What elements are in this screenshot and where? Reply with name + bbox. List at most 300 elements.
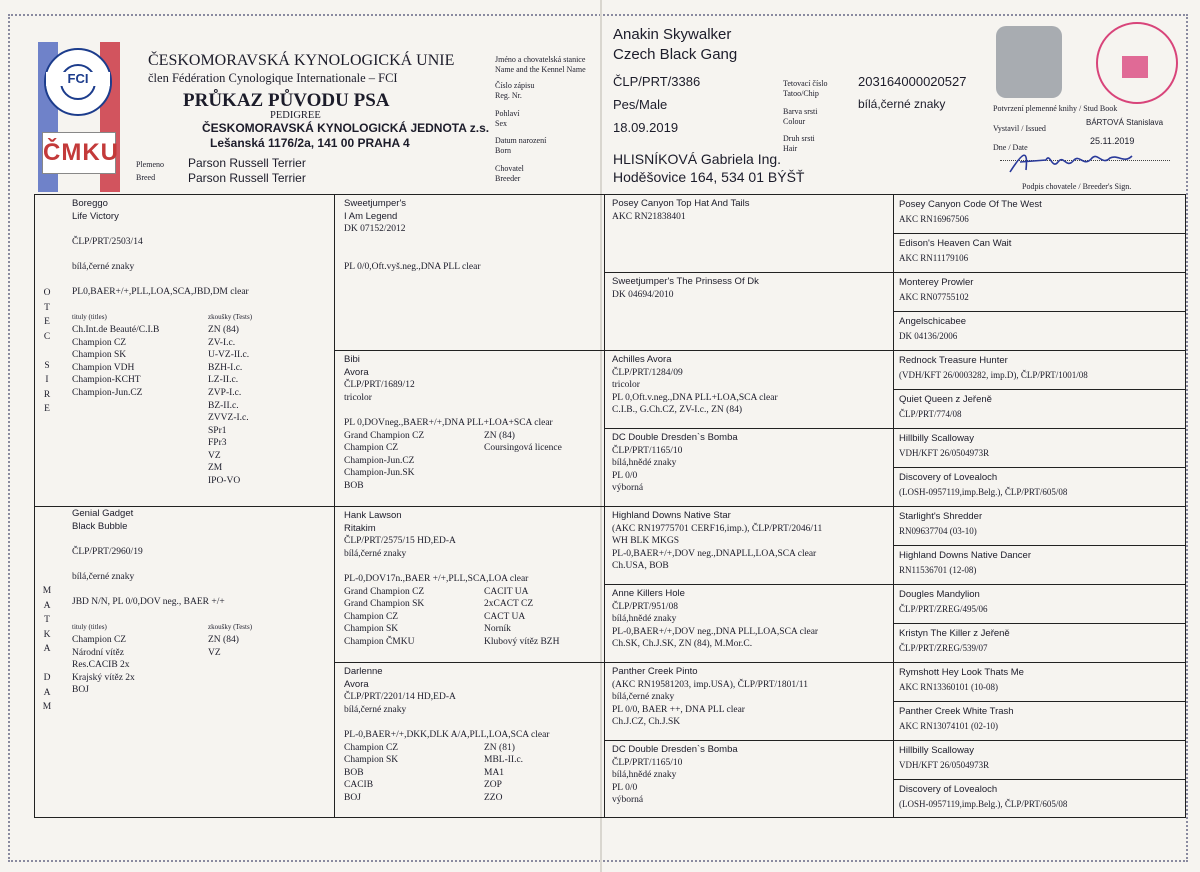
breed-cz: Parson Russell Terrier bbox=[188, 156, 306, 170]
pedigree-text: VDH/KFT 26/0504973R bbox=[899, 760, 990, 770]
grid-hline bbox=[893, 779, 1186, 780]
pedigree-text: Monterey Prowler bbox=[899, 277, 974, 288]
breeder-name: HLISNÍKOVÁ Gabriela Ing. bbox=[613, 151, 782, 167]
title-item: Ch.Int.de Beauté/C.I.B bbox=[72, 324, 160, 335]
pedigree-text: (AKC RN19775701 CERF16,imp.), ČLP/PRT/2046/11 bbox=[612, 523, 823, 534]
test-item: ZV-I.c. bbox=[208, 337, 236, 348]
title-item bbox=[72, 425, 208, 438]
pedigree-text: PL 0/0, BAER ++, DNA PLL clear bbox=[612, 704, 745, 715]
pedigree-text: ČLP/PRT/2503/14 bbox=[72, 236, 143, 247]
pedigree-text: Highland Downs Native Dancer bbox=[899, 550, 1032, 561]
dog-chip: 203164000020527 bbox=[858, 74, 967, 89]
pedigree-text: I Am Legend bbox=[344, 210, 398, 222]
side-letter: T bbox=[44, 302, 50, 313]
pedigree-text: bílá,černé znaky bbox=[612, 692, 675, 703]
pedigree-text bbox=[72, 584, 328, 597]
title-row bbox=[72, 324, 328, 337]
stamp-icon bbox=[1096, 22, 1178, 104]
great-grandparent-cell bbox=[612, 198, 889, 223]
gg-grandparent-cell bbox=[899, 744, 1182, 772]
pedigree-text: WH BLK MKGS bbox=[612, 536, 680, 547]
test-item: VZ bbox=[208, 450, 221, 461]
pedigree-text: PL 0,DOVneg.,BAER+/+,DNA PLL+LOA+SCA clear bbox=[344, 417, 553, 428]
title-row bbox=[72, 425, 328, 438]
side-letter: M bbox=[42, 702, 52, 712]
pedigree-text: PL-0,BAER+/+,DKK,DLK A/A,PLL,LOA,SCA clear bbox=[344, 729, 550, 740]
breed-en: Parson Russell Terrier bbox=[188, 171, 306, 185]
pedigree-text bbox=[344, 248, 598, 261]
title-row bbox=[344, 480, 598, 493]
test-item: CACT UA bbox=[484, 611, 526, 622]
pedigree-text: ČLP/PRT/1165/10 bbox=[612, 757, 683, 768]
pedigree-text: bílá,hnědé znaky bbox=[612, 770, 677, 781]
side-letter: C bbox=[43, 331, 51, 342]
pedigree-text: Ch.USA, BOB bbox=[612, 561, 669, 572]
title-item: Champion SK bbox=[344, 755, 399, 766]
title-item: Krajský vítěz 2x bbox=[72, 672, 135, 683]
side-letter: M bbox=[42, 586, 52, 596]
title-row bbox=[344, 611, 598, 624]
grid-hline bbox=[604, 740, 1186, 741]
pedigree-text: ČLP/PRT/1165/10 bbox=[612, 445, 683, 456]
title-row bbox=[344, 767, 598, 780]
pedigree-text: tricolor bbox=[612, 380, 640, 391]
grid-hline bbox=[893, 233, 1186, 234]
grid-hline bbox=[34, 506, 1186, 507]
pedigree-text bbox=[344, 560, 598, 573]
grid-hline bbox=[893, 389, 1186, 390]
pedigree-text: PL 0/0,Oft.vyš.neg.,DNA PLL clear bbox=[344, 261, 481, 272]
pedigree-text: Quiet Queen z Jeřeně bbox=[899, 394, 992, 405]
org-subtitle: člen Fédération Cynologique Internationale – FCI bbox=[148, 71, 398, 85]
gg-grandparent-cell bbox=[899, 549, 1182, 577]
doc-title: PRŮKAZ PŮVODU PSA bbox=[183, 90, 390, 111]
pedigree-text: (AKC RN19581203, imp.USA), ČLP/PRT/1801/11 bbox=[612, 679, 808, 690]
pedigree-text bbox=[72, 533, 328, 546]
title-item: Champion CZ bbox=[344, 443, 399, 454]
side-letter bbox=[40, 344, 54, 359]
pedigree-text: DC Double Dresden`s Bomba bbox=[612, 744, 738, 755]
title-row bbox=[72, 647, 328, 660]
name-label: Jméno a chovatelská stanice Name and the Kennel Name bbox=[495, 55, 586, 74]
club-address: Lešanská 1176/2a, 141 00 PRAHA 4 bbox=[210, 136, 410, 150]
grid-hline bbox=[334, 350, 1186, 351]
gg-grandparent-cell bbox=[899, 237, 1182, 265]
gg-grandparent-cell bbox=[899, 471, 1182, 499]
side-letter: O bbox=[43, 288, 51, 298]
pedigree-text: bílá,černé znaky bbox=[344, 548, 407, 559]
pedigree-text: ČLP/PRT/2960/19 bbox=[72, 546, 143, 557]
title-item: BOB bbox=[344, 480, 364, 491]
title-item: Champion CZ bbox=[344, 611, 399, 622]
pedigree-text bbox=[344, 404, 598, 417]
pedigree-text: Ritakim bbox=[344, 522, 376, 534]
pedigree-text: Rymshott Hey Look Thats Me bbox=[899, 667, 1024, 678]
pedigree-text: bílá,černé znaky bbox=[344, 704, 407, 715]
side-letter bbox=[40, 657, 54, 672]
title-item bbox=[72, 400, 208, 413]
pedigree-text: Starlight's Shredder bbox=[899, 511, 983, 522]
grandparent-cell bbox=[344, 510, 598, 649]
title-row bbox=[72, 412, 328, 425]
test-item: ZN (84) bbox=[484, 430, 515, 441]
pedigree-text: VDH/KFT 26/0504973R bbox=[899, 448, 990, 458]
pedigree-text: Hank Lawson bbox=[344, 510, 402, 521]
title-row bbox=[344, 455, 598, 468]
title-item: BOJ bbox=[344, 792, 361, 803]
side-letter: S bbox=[44, 360, 50, 371]
pedigree-text: JBD N/N, PL 0/0,DOV neg., BAER +/+ bbox=[72, 597, 225, 608]
pedigree-text: PL 0/0 bbox=[612, 470, 638, 481]
side-letter: E bbox=[44, 317, 50, 327]
breeder-label: Chovatel Breeder bbox=[495, 164, 524, 183]
title-row bbox=[72, 374, 328, 387]
title-item: Champion-Jun.SK bbox=[344, 468, 415, 479]
title-item bbox=[72, 475, 208, 488]
pedigree-text: PL 0/0 bbox=[612, 782, 638, 793]
title-row bbox=[344, 442, 598, 455]
pedigree-text: Boreggo bbox=[72, 198, 108, 209]
pedigree-text: RN09637704 (03-10) bbox=[899, 526, 977, 536]
pedigree-text: AKC RN13360101 (10-08) bbox=[899, 682, 998, 692]
side-letter: R bbox=[43, 389, 51, 400]
title-row bbox=[72, 450, 328, 463]
dog-colour: bílá,černé znaky bbox=[858, 97, 946, 111]
pedigree-text: ČLP/PRT/774/08 bbox=[899, 409, 962, 419]
title-item: Champion ČMKU bbox=[344, 636, 415, 647]
pedigree-text: Achilles Avora bbox=[612, 354, 672, 365]
pedigree-text: Panther Creek Pinto bbox=[612, 666, 698, 677]
grid-hline bbox=[893, 623, 1186, 624]
title-row bbox=[344, 636, 598, 649]
pedigree-text: Avora bbox=[344, 678, 369, 690]
test-item: ZOP bbox=[484, 780, 502, 791]
grandparent-cell bbox=[344, 198, 598, 274]
gg-grandparent-cell bbox=[899, 783, 1182, 811]
title-item: Grand Champion CZ bbox=[344, 586, 425, 597]
title-row bbox=[344, 792, 598, 805]
title-item: Champion VDH bbox=[72, 362, 135, 373]
pedigree-text: AKC RN16967506 bbox=[899, 214, 969, 224]
pedigree-text: C.I.B., G.Ch.CZ, ZV-I.c., ZN (84) bbox=[612, 405, 742, 416]
title-item: Champion-Jun.CZ bbox=[72, 387, 143, 398]
title-row bbox=[72, 462, 328, 475]
grid-hline bbox=[893, 311, 1186, 312]
title-item: BOJ bbox=[72, 685, 89, 696]
great-grandparent-cell bbox=[612, 666, 889, 729]
pedigree-text: AKC RN21838401 bbox=[612, 211, 686, 222]
pedigree-text: Sweetjumper's The Prinsess Of Dk bbox=[612, 276, 759, 287]
doc-subtitle: PEDIGREE bbox=[270, 110, 321, 121]
fci-logo-icon: FCI bbox=[44, 48, 112, 116]
pedigree-text: Kristyn The Killer z Jeřeně bbox=[899, 628, 1010, 639]
issue-date: 25.11.2019 bbox=[1090, 136, 1135, 146]
pedigree-text: Hillbilly Scalloway bbox=[899, 745, 974, 756]
dog-born: 18.09.2019 bbox=[613, 120, 679, 135]
test-item: Klubový vítěz BZH bbox=[484, 636, 560, 647]
dam-cell bbox=[72, 508, 328, 697]
title-item: CACIB bbox=[344, 780, 374, 791]
title-row bbox=[344, 467, 598, 480]
grid-hline bbox=[604, 272, 1186, 273]
gg-grandparent-cell bbox=[899, 510, 1182, 538]
sire-cell bbox=[72, 198, 328, 488]
test-item: U-VZ-II.c. bbox=[208, 350, 250, 361]
side-letter: A bbox=[43, 687, 51, 698]
pedigree-text: bílá,černé znaky bbox=[72, 261, 135, 272]
pedigree-text bbox=[72, 248, 328, 261]
test-item: ZVVZ-I.c. bbox=[208, 413, 249, 424]
title-row bbox=[72, 387, 328, 400]
reg-label: Číslo zápisu Reg. Nr. bbox=[495, 81, 535, 100]
pedigree-text: Ch.SK, Ch.J.SK, ZN (84), M.Mor.C. bbox=[612, 639, 753, 650]
title-row bbox=[72, 362, 328, 375]
test-item: MA1 bbox=[484, 767, 505, 778]
title-item bbox=[72, 462, 208, 475]
title-row bbox=[344, 586, 598, 599]
gg-grandparent-cell bbox=[899, 198, 1182, 226]
pedigree-text: Dougles Mandylion bbox=[899, 589, 980, 600]
hologram-seal-icon bbox=[996, 26, 1062, 98]
title-row bbox=[72, 437, 328, 450]
gg-grandparent-cell bbox=[899, 315, 1182, 343]
pedigree-text bbox=[72, 274, 328, 287]
great-grandparent-cell bbox=[612, 432, 889, 495]
title-item: Res.CACIB 2x bbox=[72, 660, 130, 671]
born-label: Datum narození Born bbox=[495, 136, 547, 155]
grid-hline bbox=[893, 545, 1186, 546]
pedigree-text: DK 04136/2006 bbox=[899, 331, 958, 341]
hair-label: Druh srsti Hair bbox=[783, 134, 815, 153]
tests-header-label: zkoušky (Tests) bbox=[208, 313, 253, 322]
test-item: ZN (84) bbox=[208, 634, 239, 645]
title-item: Champion-KCHT bbox=[72, 375, 141, 386]
org-title: ČESKOMORAVSKÁ KYNOLOGICKÁ UNIE bbox=[148, 52, 455, 69]
title-row bbox=[72, 659, 328, 672]
pedigree-text bbox=[344, 236, 598, 249]
test-item: VZ bbox=[208, 647, 221, 658]
pedigree-text: Life Victory bbox=[72, 210, 119, 222]
title-row bbox=[72, 672, 328, 685]
test-item: BZH-I.c. bbox=[208, 362, 243, 373]
breeder-signature-icon bbox=[1006, 144, 1156, 180]
test-item: Coursingová licence bbox=[484, 443, 562, 454]
dog-reg: ČLP/PRT/3386 bbox=[613, 74, 701, 89]
pedigree-text: PL0,BAER+/+,PLL,LOA,SCA,JBD,DM clear bbox=[72, 287, 249, 298]
pedigree-text: ČLP/PRT/ZREG/539/07 bbox=[899, 643, 988, 653]
pedigree-text: Darlenne bbox=[344, 666, 383, 677]
pedigree-text: ČLP/PRT/ZREG/495/06 bbox=[899, 604, 988, 614]
gg-grandparent-cell bbox=[899, 432, 1182, 460]
tests-header-label: zkoušky (Tests) bbox=[208, 623, 253, 632]
titles-header bbox=[72, 621, 328, 634]
title-item bbox=[72, 412, 208, 425]
studbook-label: Potvrzení plemenné knihy / Stud Book bbox=[993, 104, 1118, 113]
title-item: Grand Champion SK bbox=[344, 599, 425, 610]
cmku-logo-icon: ČMKU bbox=[42, 132, 116, 174]
pedigree-text: ČLP/PRT/951/08 bbox=[612, 601, 678, 612]
test-item: 2xCACT CZ bbox=[484, 599, 534, 610]
title-item: Champion CZ bbox=[72, 337, 127, 348]
pedigree-text: (LOSH-0957119,imp.Belg.), ČLP/PRT/605/08 bbox=[899, 487, 1068, 497]
pedigree-text bbox=[344, 716, 598, 729]
test-item: FPr3 bbox=[208, 438, 227, 449]
title-item: Champion SK bbox=[72, 350, 127, 361]
gg-grandparent-cell bbox=[899, 705, 1182, 733]
pedigree-text: PL 0,Oft.v.neg.,DNA PLL+LOA,SCA clear bbox=[612, 392, 778, 403]
pedigree-text: AKC RN13074101 (02-10) bbox=[899, 721, 998, 731]
title-row bbox=[344, 623, 598, 636]
pedigree-text: AKC RN11179106 bbox=[899, 253, 969, 263]
pedigree-text: Rednock Treasure Hunter bbox=[899, 355, 1008, 366]
pedigree-text: DK 07152/2012 bbox=[344, 224, 406, 235]
title-row bbox=[72, 475, 328, 488]
title-item: Champion SK bbox=[344, 624, 399, 635]
great-grandparent-cell bbox=[612, 744, 889, 807]
title-row bbox=[72, 349, 328, 362]
pedigree-text: PL-0,BAER+/+,DOV neg.,DNA PLL,LOA,SCA clear bbox=[612, 626, 819, 637]
test-item: ZZO bbox=[484, 792, 503, 803]
title-item: Champion-Jun.CZ bbox=[344, 455, 415, 466]
title-item: Národní vítěz bbox=[72, 647, 124, 658]
dog-name: Anakin Skywalker bbox=[613, 26, 732, 43]
pedigree-text: (VDH/KFT 26/0003282, imp.D), ČLP/PRT/1001/08 bbox=[899, 370, 1088, 380]
pedigree-text: Discovery of Lovealoch bbox=[899, 472, 998, 483]
great-grandparent-cell bbox=[612, 276, 889, 301]
pedigree-text bbox=[72, 558, 328, 571]
title-item bbox=[72, 450, 208, 463]
grid-hline bbox=[893, 467, 1186, 468]
title-row bbox=[72, 684, 328, 697]
pedigree-text: Posey Canyon Top Hat And Tails bbox=[612, 198, 750, 209]
side-letter: D bbox=[43, 673, 51, 683]
gg-grandparent-cell bbox=[899, 588, 1182, 616]
test-item: Norník bbox=[484, 624, 511, 635]
title-item: BOB bbox=[344, 767, 364, 778]
pedigree-text: Angelschicabee bbox=[899, 316, 967, 327]
pedigree-text: DK 04694/2010 bbox=[612, 289, 674, 300]
pedigree-text bbox=[72, 299, 328, 312]
test-item: MBL-II.c. bbox=[484, 755, 524, 766]
pedigree-text: tricolor bbox=[344, 392, 372, 403]
great-grandparent-cell bbox=[612, 354, 889, 417]
title-item: Champion CZ bbox=[72, 634, 127, 645]
pedigree-text: bílá,hnědé znaky bbox=[612, 458, 677, 469]
test-item: LZ-II.c. bbox=[208, 375, 239, 386]
date-label: Dne / Date bbox=[993, 143, 1028, 152]
breeder-address: Hoděšovice 164, 534 01 BÝŠŤ bbox=[613, 169, 805, 185]
title-item: Grand Champion CZ bbox=[344, 430, 425, 441]
pedigree-text: Genial Gadget bbox=[72, 508, 134, 519]
test-item: IPO-VO bbox=[208, 476, 241, 487]
test-item: ZVP-I.c. bbox=[208, 387, 242, 398]
test-item: CACIT UA bbox=[484, 586, 529, 597]
pedigree-text: Discovery of Lovealoch bbox=[899, 784, 998, 795]
grandparent-cell bbox=[344, 354, 598, 493]
test-item: SPr1 bbox=[208, 425, 227, 436]
great-grandparent-cell bbox=[612, 588, 889, 651]
test-item: ZN (81) bbox=[484, 742, 515, 753]
grid-hline bbox=[604, 428, 1186, 429]
sex-label: Pohlaví Sex bbox=[495, 109, 520, 128]
title-row bbox=[344, 754, 598, 767]
chip-label: Tetovací číslo Tatoo/Chip bbox=[783, 79, 828, 98]
title-row bbox=[344, 598, 598, 611]
pedigree-text: Edison's Heaven Can Wait bbox=[899, 238, 1012, 249]
breed-label-cz: Plemeno bbox=[136, 160, 164, 169]
great-grandparent-cell bbox=[612, 510, 889, 573]
pedigree-text: ČLP/PRT/2201/14 HD,ED-A bbox=[344, 692, 456, 703]
dog-sex: Pes/Male bbox=[613, 97, 668, 112]
gg-grandparent-cell bbox=[899, 666, 1182, 694]
pedigree-text: Avora bbox=[344, 366, 369, 378]
pedigree-text: výborná bbox=[612, 483, 644, 494]
gg-grandparent-cell bbox=[899, 354, 1182, 382]
title-row bbox=[344, 742, 598, 755]
pedigree-text: Bibi bbox=[344, 354, 360, 365]
pedigree-text: Black Bubble bbox=[72, 520, 128, 532]
titles-header bbox=[72, 311, 328, 324]
pedigree-text: Highland Downs Native Star bbox=[612, 510, 731, 521]
pedigree-text: Ch.J.CZ, Ch.J.SK bbox=[612, 717, 681, 728]
gg-grandparent-cell bbox=[899, 627, 1182, 655]
pedigree-text bbox=[72, 223, 328, 236]
pedigree-text: (LOSH-0957119,imp.Belg.), ČLP/PRT/605/08 bbox=[899, 799, 1068, 809]
title-row bbox=[72, 337, 328, 350]
title-row bbox=[344, 779, 598, 792]
grid-hline bbox=[334, 662, 1186, 663]
pedigree-text bbox=[72, 609, 328, 622]
breed-label-en: Breed bbox=[136, 173, 156, 182]
grandparent-cell bbox=[344, 666, 598, 805]
colour-label: Barva srsti Colour bbox=[783, 107, 818, 126]
pedigree-text: ČLP/PRT/1284/09 bbox=[612, 367, 683, 378]
pedigree-text: ČLP/PRT/1689/12 bbox=[344, 380, 415, 391]
grid-hline bbox=[604, 584, 1186, 585]
pedigree-text: bílá,černé znaky bbox=[72, 571, 135, 582]
dog-kennel: Czech Black Gang bbox=[613, 46, 738, 63]
pedigree-text: RN11536701 (12-08) bbox=[899, 565, 977, 575]
title-row bbox=[72, 634, 328, 647]
title-row bbox=[72, 400, 328, 413]
pedigree-text: AKC RN07755102 bbox=[899, 292, 969, 302]
title-item: Champion CZ bbox=[344, 742, 399, 753]
pedigree-text: výborná bbox=[612, 795, 644, 806]
pedigree-text: bílá,hnědé znaky bbox=[612, 614, 677, 625]
issued-label: Vystavil / Issued bbox=[993, 124, 1046, 133]
side-letter: K bbox=[43, 629, 51, 640]
test-item: ZM bbox=[208, 463, 223, 474]
pedigree-text: Hillbilly Scalloway bbox=[899, 433, 974, 444]
gg-grandparent-cell bbox=[899, 393, 1182, 421]
side-letter: A bbox=[43, 600, 51, 611]
breeder-sign-label: Podpis chovatele / Breeder's Sign. bbox=[1022, 182, 1132, 191]
test-item: BZ-II.c. bbox=[208, 400, 239, 411]
side-letter: E bbox=[44, 404, 50, 414]
titles-header-label: tituly (titles) bbox=[72, 623, 107, 632]
side-letter: T bbox=[44, 615, 50, 625]
pedigree-text: Anne Killers Hole bbox=[612, 588, 685, 599]
pedigree-text: Sweetjumper's bbox=[344, 198, 407, 209]
pedigree-text: DC Double Dresden`s Bomba bbox=[612, 432, 738, 443]
title-row bbox=[344, 430, 598, 443]
pedigree-text: Posey Canyon Code Of The West bbox=[899, 199, 1042, 210]
gg-grandparent-cell bbox=[899, 276, 1182, 304]
issued-by: BÁRTOVÁ Stanislava bbox=[1086, 118, 1164, 127]
titles-header-label: tituly (titles) bbox=[72, 313, 107, 322]
grid-hline bbox=[893, 701, 1186, 702]
pedigree-text: ČLP/PRT/2575/15 HD,ED-A bbox=[344, 536, 456, 547]
